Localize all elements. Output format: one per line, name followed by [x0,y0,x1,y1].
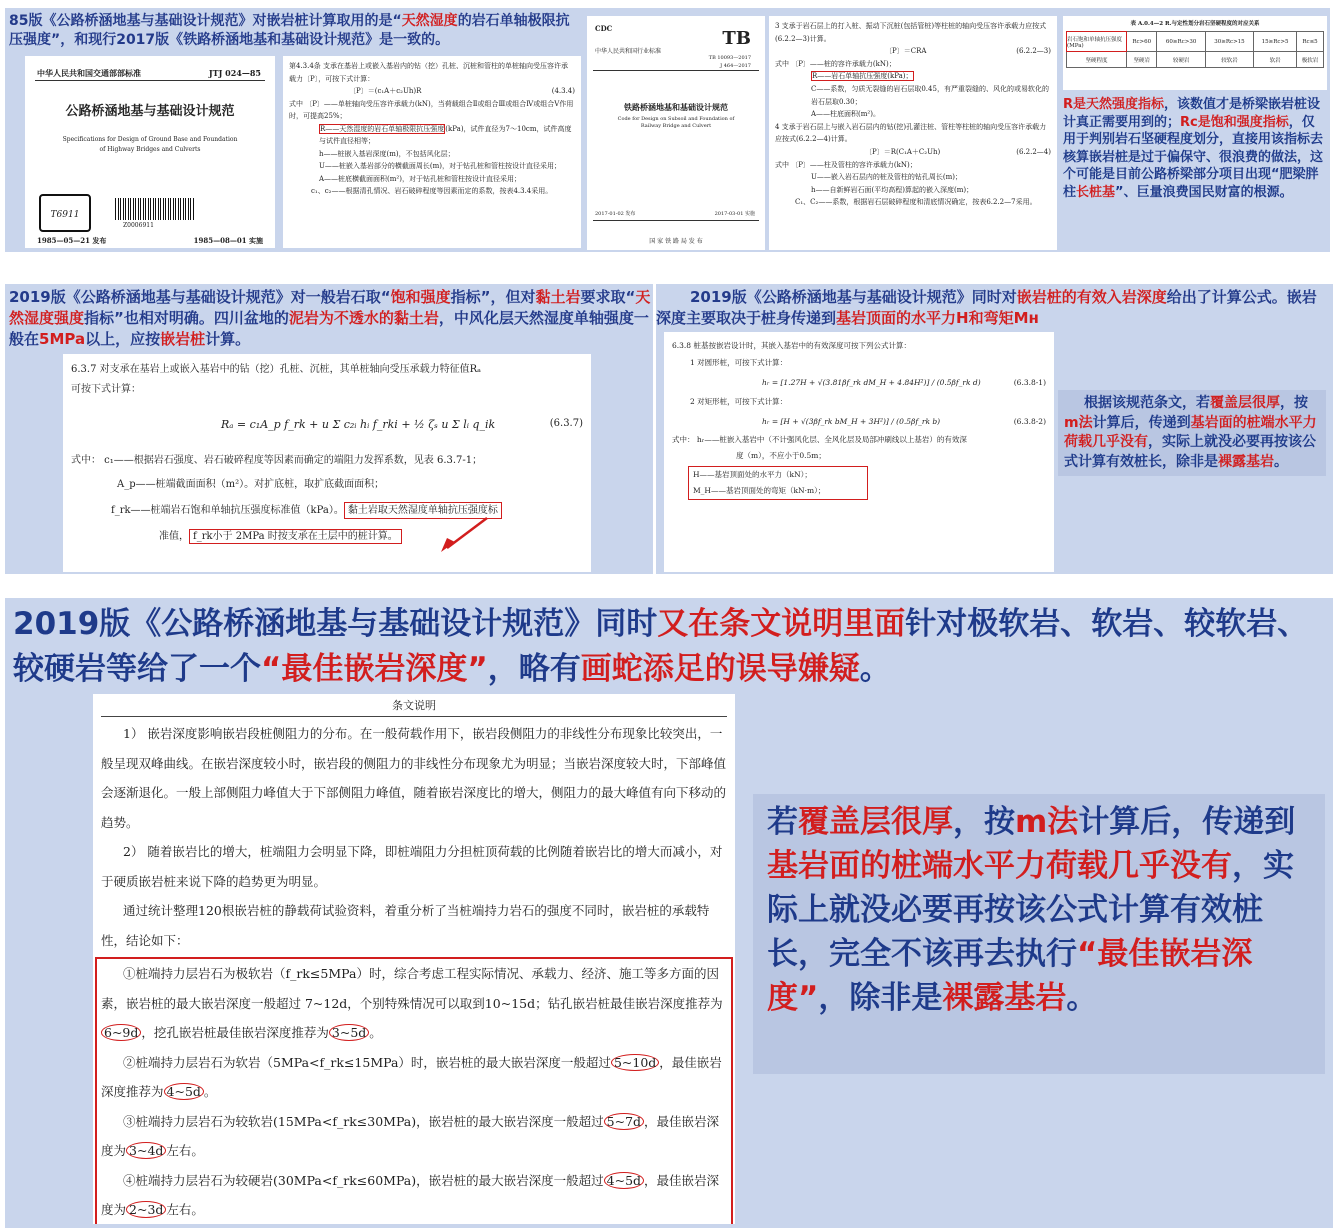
clause-4-3-4: 第4.3.4条 支承在基岩上或嵌入基岩内的钻（挖）孔桩、沉桩和管柱的单桩轴向受压容许承载力〔P〕，可按下式计算： 〔P〕＝(c₁A＋c₂Uh)R (4.3.4) 式中 〔P〕——单桩轴向受压容许承载力(kN)，当荷载组合Ⅱ或组合Ⅲ或组合Ⅳ或组合Ⅴ作用时，可提高25%； R——天然湿度的岩石单轴极限抗压强度(kPa)，试件直径为7～10cm，试件高度与试件直径相等； h——桩嵌入基岩深度(m)，不包括风化层； U——桩嵌入基岩部分的横截面周长(m)，对于钻孔桩和管柱按设计直径采用； A——桩底横截面面积(m²)，对于钻孔桩和管柱按设计直径采用； c₁、c₂——根据清孔情况、岩石破碎程度等因素而定的系数，按表4.3.4采用。 [283,56,581,248]
item-fairly-hard: ④桩端持力层岩石为较硬岩(30MPa<f_rk≤60MPa)，嵌岩桩的最大嵌岩深度一般超过 4~5d ，最佳嵌岩深度为 2~3d 左右。 [101,1172,720,1217]
r-rock-strength-highlight: R——岩石单轴抗压强度(kPa)； [812,72,913,81]
item-soft: ②桩端持力层岩石为软岩（5MPa<f_rk≤15MPa）时，嵌岩桩的最大嵌岩深度一般超过 5~10d ，最佳嵌岩深度推荐为 4~5d 。 [101,1054,722,1099]
rock-hardness-table: 表 A.0.4—2 R.与定性划分岩石坚硬程度的对应关系 岩石饱和单轴抗压强度(MPa) Rc>60 60≥Rc>30 30≥Rc>15 15≥Rc>5 Rc≤5 坚硬程度 坚硬岩 较硬岩 较软岩 软岩 极软岩 [1063,16,1327,90]
cover-stamp: T6911 [39,194,91,232]
item-fairly-soft: ③桩端持力层岩石为较软岩(15MPa<f_rk≤30MPa)，嵌岩桩的最大嵌岩深度一般超过 5~7d ，最佳嵌岩深度为 3~4d 左右。 [101,1113,720,1158]
panel-2019-embed-depth [656,284,1333,574]
cover-org: 中华人民共和国交通部部标准 [37,68,141,78]
cover-code: JTJ 024—85 [208,68,261,78]
clause-explanation: 条文说明 1） 嵌岩深度影响嵌岩段桩侧阻力的分布。在一般荷载作用下，嵌岩段侧阻力的非线性分布现象比较突出，一般呈现双峰曲线。在嵌岩深度较小时，嵌岩段的侧阻力的非线性分布现象尤为明显；当嵌岩深度较大时，下部峰值会逐渐退化。一般上部侧阻力峰值大于下部侧阻力峰值，随着嵌岩深度比的增大，侧阻力的最大峰值有向下移动的趋势。 2） 随着嵌岩比的增大，桩端阻力会明显下降，即桩端阻力分担桩顶荷载的比例随着嵌岩比的增大而减小，对于硬质嵌岩桩来说下降的趋势更为明显。 通过统计整理120根嵌岩桩的静载荷试验资料，着重分析了当桩端持力岩石的强度不同时，嵌岩桩的承载特性，结论如下： ①桩端持力层岩石为极软岩（f_rk≤5MPa）时，综合考虑工程实际情况、承载力、经济、施工等多方面的因素，嵌岩桩的最大嵌岩深度一般超过 7~12d，个别特殊情况可以取到10~15d；钻孔嵌岩桩最佳嵌岩深度推荐为6~9d ，挖孔嵌岩桩最佳嵌岩深度推荐为 3~5d 。 ②桩端持力层岩石为软岩（5MPa<f_rk≤15MPa）时，嵌岩桩的最大嵌岩深度一般超过 5~10d ，最佳嵌岩深度推荐为 4~5d 。 ③桩端持力层岩石为较软岩(15MPa<f_rk≤30MPa)，嵌岩桩的最大嵌岩深度一般超过 5~7d ，最佳嵌岩深度为 3~4d 左右。 ④桩端持力层岩石为较硬岩(30MPa<f_rk≤60MPa)，嵌岩桩的最大嵌岩深度一般超过 4~5d ，最佳嵌岩深度为 2~3d 左右。 [93,694,735,1224]
barcode-number: Z0006911 [123,222,154,229]
hardness-table-grid: 岩石饱和单轴抗压强度(MPa) Rc>60 60≥Rc>30 30≥Rc>15 15≥Rc>5 Rc≤5 坚硬程度 坚硬岩 较硬岩 较软岩 软岩 极软岩 [1066,31,1324,68]
optimal-depth-list [95,957,733,1224]
frk-2mpa-highlight: f_rk小于 2MPa 时按支承在土层中的桩计算。 [189,529,402,544]
barcode [115,198,195,220]
panel-1985-vs-2017 [5,8,1330,252]
panel4-heading: 2019版《公路桥涵地基与基础设计规范》同时又在条文说明里面针对极软岩、软岩、较软岩、较硬岩等给了一个“最佳嵌岩深度”，略有画蛇添足的误导嫌疑。 [13,606,1309,687]
r-natural-strength-highlight: R——天然湿度的岩石单轴极限抗压强度 [320,124,445,133]
jtj-024-85-cover: 中华人民共和国交通部部标准 JTJ 024—85 公路桥涵地基与基础设计规范 Specifications for Design of Ground Base and Foundation of Highway Bridges and Culverts T6911 Z0006911 1985—05—21 发布 1985—08—01 实施 [25,56,275,248]
tb-title: 铁路桥涵地基和基础设计规范 [624,102,728,112]
clause-6-3-8: 6.3.8 桩基按嵌岩设计时，其嵌入基岩中的有效深度可按下列公式计算： 1 对圆形桩，可按下式计算： hᵣ = [1.27H + √(3.81βf_rk dM_H + 4.84H²)] / (0.5βf_rk d) (6.3.8-1) 2 对矩形桩，可按下式计算： hᵣ = [H + √(3βf_rk bM_H + 3H²)] / (0.5βf_rk b) (6.3.8-2) 式中： hᵣ——桩嵌入基岩中（不计强风化层、全风化层及局部冲刷线以上基岩）的有效深 度（m），不应小于0.5m； H——基岩顶面处的水平力（kN）； M_H——基岩顶面处的弯矩（kN·m）； [664,332,1054,572]
h-mh-highlight: H——基岩顶面处的水平力（kN）； M_H——基岩顶面处的弯矩（kN·m）； [688,466,868,500]
pointer-arrow [433,514,493,554]
item-extremely-soft: ①桩端持力层岩石为极软岩（f_rk≤5MPa）时，综合考虑工程实际情况、承载力、经济、施工等多方面的因素，嵌岩桩的最大嵌岩深度一般超过 7~12d，个别特殊情况可以取到10~15d；钻孔嵌岩桩最佳嵌岩深度推荐为6~9d ，挖孔嵌岩桩最佳嵌岩深度推荐为 3~5d 。 [101,966,723,1040]
tb-clause-6-2-2: 3 支承于岩石层上的打入桩、振动下沉桩(包括管桩)等柱桩的轴向受压容许承载力应按式(6.2.2—3)计算。 〔P〕＝CRA (6.2.2—3) 式中 〔P〕——桩的容许承载力(kN)； R——岩石单轴抗压强度(kPa)； C——系数，匀质无裂缝的岩石层取0.45，有严重裂缝的、风化的或易软化的岩石层取0.30； A——柱底面积(m²)。 4 支承于岩石层上与嵌入岩石层内的钻(挖)孔灌注桩、管柱等柱桩的轴向受压容许承载力应按式(6.2.2—4)计算。 〔P〕＝R(C₁A＋C₂Uh) (6.2.2—4) 式中 〔P〕——柱及管柱的容许承载力(kN)； U——嵌入岩石层内的桩及管柱的钻孔周长(m)； h——自新鲜岩石面(平均高程)算起的嵌入深度(m)； C₁、C₂——系数，根据岩石层破碎程度和清底情况确定，按表6.2.2—7采用。 [769,16,1057,250]
clay-rock-natural-highlight: 黏土岩取天然湿度单轴抗压强度标 [344,502,502,519]
panel1-heading: 85版《公路桥涵地基与基础设计规范》对嵌岩桩计算取用的是“天然湿度的岩石单轴极限抗压强度”，和现行2017版《铁路桥涵地基和基础设计规范》是一致的。 [9,13,570,48]
panel-2019-strength [5,284,653,574]
panel-optimal-embed-depth [5,598,1333,1228]
panel2-heading: 2019版《公路桥涵地基与基础设计规范》对一般岩石取“饱和强度指标”，但对黏土岩要求取“天然湿度强度指标”也相对明确。四川盆地的泥岩为不透水的黏土岩，中风化层天然湿度单轴强度一般在5MPa以上，应按嵌岩桩计算。 [9,288,651,348]
panel4-note: 若覆盖层很厚，按m法计算后，传递到基岩面的桩端水平力荷载几乎没有，实际上就没必要再按该公式计算有效桩长，完全不该再去执行“最佳嵌岩深度”，除非是裸露基岩。 [753,794,1325,1074]
tb-logo: TB [722,28,751,49]
panel3-note: 根据该规范条文，若覆盖层很厚，按m法计算后，传递到基岩面的桩端水平力荷载几乎没有，实际上就没必要再按该公式计算有效桩长，除非是裸露基岩。 [1058,390,1326,476]
panel1-note: R是天然强度指标，该数值才是桥梁嵌岩桩设计真正需要用到的；Rc是饱和强度指标，仅用于判别岩石坚硬程度划分，直接用该指标去核算嵌岩桩是过于偏保守、很浪费的做法，这个可能是目前公路桥梁部分项目出现“肥梁胖柱长桩基”、巨量浪费国民财富的根源。 [1063,97,1324,200]
tb-10093-2017-cover: CDC 中华人民共和国行业标准 TB TB 10093—2017 J 464—2017 铁路桥涵地基和基础设计规范 Code for Design on Subsoil and Foundation of Railway Bridge and Culvert 2017-01-02 发布 2017-03-01 实施 国 家 铁 路 局 发 布 [587,16,765,250]
clause-6-3-7: 6.3.7 对支承在基岩上或嵌入基岩中的钻（挖）孔桩、沉桩，其单桩轴向受压承载力特征值Rₐ 可按下式计算： Rₐ = c₁A_p f_rk + u Σ c₂ᵢ hᵢ f_rki + ½ ζₛ u Σ lᵢ q_ik (6.3.7) 式中： c₁——根据岩石强度、岩石破碎程度等因素而确定的端阻力发挥系数，见表 6.3.7-1； A_p——桩端截面面积（m²）。对扩底桩，取扩底截面面积； f_rk——桩端岩石饱和单轴抗压强度标准值（kPa）。 黏土岩取天然湿度单轴抗压强度标 准值， f_rk小于 2MPa 时按支承在土层中的桩计算。 [63,354,591,572]
cover-title: 公路桥涵地基与基础设计规范 [65,104,235,119]
panel3-heading: 2019版《公路桥涵地基与基础设计规范》同时对嵌岩桩的有效入岩深度给出了计算公式。嵌岩深度主要取决于桩身传递到基岩顶面的水平力H和弯矩Mн [656,288,1317,327]
